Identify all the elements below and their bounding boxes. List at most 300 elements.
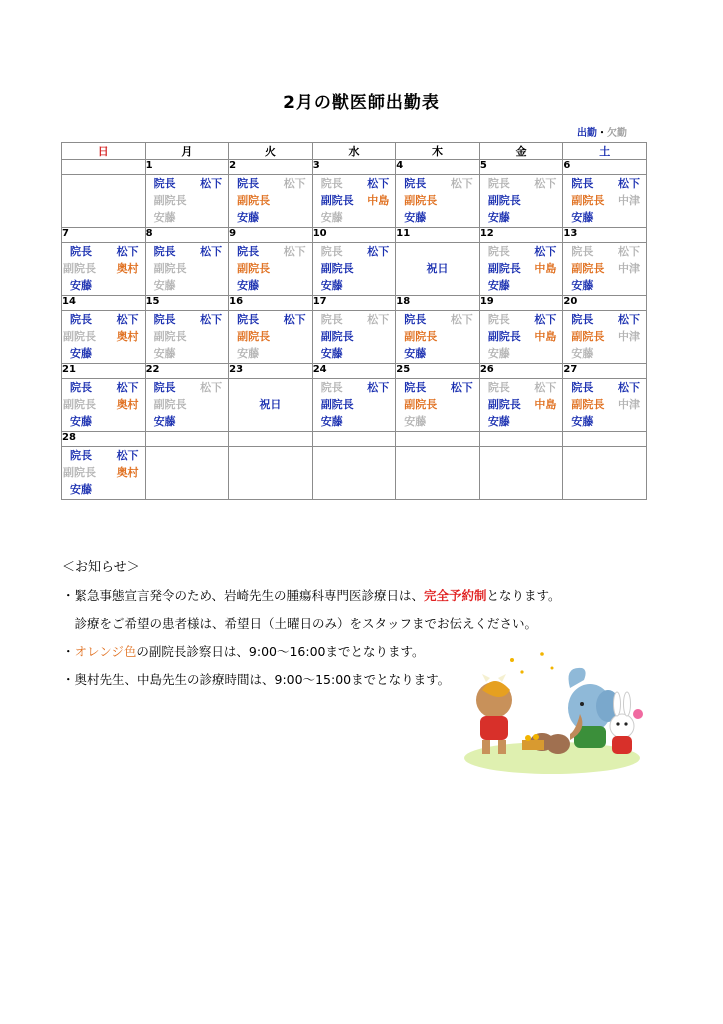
shift-row-1	[563, 175, 646, 192]
day-number: 25	[396, 364, 480, 379]
weekday-header-row	[62, 143, 647, 160]
date-number-row	[62, 160, 647, 175]
doctor-name: 松下	[534, 381, 557, 394]
vice-director-role: 副院長	[571, 194, 605, 207]
shift-row-3	[563, 413, 646, 430]
day-number	[62, 160, 146, 175]
day-number	[396, 432, 480, 447]
shift-row-3	[313, 277, 396, 294]
page-title: 2月の獣医師出勤表	[283, 93, 440, 113]
weekday-fri: 金	[479, 143, 563, 160]
director-role: 院長	[571, 177, 594, 190]
day-cell	[62, 311, 146, 364]
doctor-name: 松下	[534, 177, 557, 190]
director-role: 院長	[404, 313, 427, 326]
date-content-row	[62, 311, 647, 364]
doctor-name: 安藤	[571, 279, 594, 292]
shift-row-3	[563, 209, 646, 226]
doctor-name: 松下	[367, 245, 390, 258]
date-number-row	[62, 364, 647, 379]
attendance-legend	[577, 124, 627, 139]
shift-row-3	[62, 413, 145, 430]
doctor-name: 安藤	[487, 415, 510, 428]
shift-row-3	[146, 209, 229, 226]
day-cell	[479, 311, 563, 364]
shift-row-1	[480, 379, 563, 396]
shift-row-1	[229, 311, 312, 328]
director-role: 院長	[70, 245, 92, 258]
doctor-name: 松下	[116, 245, 139, 258]
doctor-name: 松下	[116, 381, 139, 394]
day-cell	[145, 379, 229, 432]
vice-director-role: 副院長	[153, 398, 187, 411]
director-role: 院長	[404, 177, 427, 190]
notice-line-1-text: ・緊急事態宣言発令のため、岩崎先生の腫瘍科専門医診療日は、	[62, 588, 425, 603]
day-number: 4	[396, 160, 480, 175]
reservation-only-text: 完全予約制	[424, 588, 487, 603]
day-number: 26	[479, 364, 563, 379]
weekday-thu: 木	[396, 143, 480, 160]
doctor-name: 安藤	[237, 211, 260, 224]
director-role: 院長	[153, 245, 176, 258]
director-role: 院長	[404, 381, 427, 394]
vice-director-role: 副院長	[571, 398, 605, 411]
doctor-name: 中島	[367, 194, 390, 207]
doctor-name: 安藤	[70, 279, 92, 292]
doctor-name: 安藤	[404, 415, 427, 428]
director-role: 院長	[153, 177, 176, 190]
doctor-name: 松下	[200, 245, 223, 258]
shift-row-3	[396, 413, 479, 430]
doctor-name: 安藤	[70, 415, 92, 428]
day-number: 5	[479, 160, 563, 175]
director-role: 院長	[237, 313, 260, 326]
shift-row-3	[229, 277, 312, 294]
date-number-row	[62, 228, 647, 243]
animals-illustration	[462, 648, 652, 778]
day-cell	[229, 379, 313, 432]
day-cell	[62, 243, 146, 296]
day-number: 16	[229, 296, 313, 311]
weekday-wed: 水	[312, 143, 396, 160]
day-number: 10	[312, 228, 396, 243]
vice-director-role: 副院長	[320, 398, 354, 411]
day-cell	[563, 311, 647, 364]
shift-row-3	[480, 209, 563, 226]
director-role: 院長	[487, 313, 510, 326]
shift-row-1	[480, 243, 563, 260]
vice-director-role: 副院長	[63, 398, 96, 411]
day-number: 8	[145, 228, 229, 243]
vice-director-role: 副院長	[63, 262, 96, 275]
doctor-name: 安藤	[237, 347, 260, 360]
shift-row-3	[313, 345, 396, 362]
day-cell	[229, 311, 313, 364]
day-cell	[229, 243, 313, 296]
shift-row-1	[313, 379, 396, 396]
vice-director-role: 副院長	[320, 262, 354, 275]
day-number: 6	[563, 160, 647, 175]
vice-director-role: 副院長	[487, 330, 521, 343]
shift-row-1	[313, 175, 396, 192]
shift-row-2	[229, 260, 312, 277]
director-role: 院長	[571, 381, 594, 394]
vice-director-role: 副院長	[320, 194, 354, 207]
doctor-name: 安藤	[571, 211, 594, 224]
doctor-name: 安藤	[70, 483, 92, 496]
day-number: 17	[312, 296, 396, 311]
day-cell	[396, 447, 480, 500]
shift-row-2	[563, 192, 646, 209]
shift-row-3	[396, 209, 479, 226]
shift-row-2	[563, 260, 646, 277]
vice-director-role: 副院長	[487, 262, 521, 275]
weekday-tue: 火	[229, 143, 313, 160]
doctor-name: 松下	[283, 245, 306, 258]
doctor-name: 中島	[534, 262, 557, 275]
shift-row-3	[313, 209, 396, 226]
vice-director-role: 副院長	[153, 330, 187, 343]
director-role: 院長	[237, 245, 260, 258]
vice-director-role: 副院長	[237, 194, 271, 207]
shift-row-2	[146, 396, 229, 413]
day-cell	[479, 243, 563, 296]
doctor-name: 松下	[618, 381, 640, 394]
doctor-name: 松下	[450, 177, 473, 190]
doctor-name: 松下	[367, 177, 390, 190]
director-role: 院長	[153, 381, 176, 394]
day-number: 2	[229, 160, 313, 175]
doctor-name: 中津	[618, 398, 640, 411]
doctor-name: 松下	[116, 449, 139, 462]
orange-color-text: オレンジ色	[74, 644, 137, 659]
day-cell	[396, 243, 480, 296]
shift-row-3	[62, 481, 145, 498]
day-number	[563, 432, 647, 447]
day-cell	[563, 243, 647, 296]
vice-director-role: 副院長	[487, 398, 521, 411]
shift-row-2	[146, 328, 229, 345]
day-cell	[563, 175, 647, 228]
doctor-name: 安藤	[320, 347, 343, 360]
day-cell	[312, 243, 396, 296]
doctor-name: 中津	[618, 330, 640, 343]
shift-row-2	[480, 396, 563, 413]
doctor-name: 奥村	[116, 466, 139, 479]
shift-row-1	[313, 311, 396, 328]
day-cell	[396, 379, 480, 432]
doctor-name: 安藤	[487, 211, 510, 224]
day-cell	[479, 175, 563, 228]
director-role: 院長	[320, 177, 343, 190]
doctor-name: 安藤	[153, 211, 176, 224]
shift-row-3	[146, 277, 229, 294]
shift-row-1	[396, 379, 479, 396]
shift-row-2	[313, 192, 396, 209]
weekday-sat: 土	[563, 143, 647, 160]
director-role: 院長	[70, 381, 92, 394]
shift-row-1	[396, 311, 479, 328]
shift-row-1	[563, 243, 646, 260]
shift-row-2	[313, 396, 396, 413]
shift-row-2	[62, 260, 145, 277]
doctor-name: 奥村	[116, 330, 139, 343]
vice-director-role: 副院長	[153, 194, 187, 207]
day-cell	[312, 379, 396, 432]
notice-header: ＜お知らせ＞	[62, 560, 140, 575]
doctor-name: 松下	[200, 313, 223, 326]
shift-row-3	[146, 413, 229, 430]
date-content-row	[62, 243, 647, 296]
date-content-row	[62, 175, 647, 228]
doctor-name: 松下	[200, 381, 223, 394]
shift-row-1	[480, 175, 563, 192]
day-number: 15	[145, 296, 229, 311]
shift-row-2	[313, 328, 396, 345]
vice-director-role: 副院長	[404, 398, 438, 411]
doctor-name: 松下	[450, 313, 473, 326]
weekday-mon: 月	[145, 143, 229, 160]
legend-on: 出勤	[577, 128, 597, 139]
notice-line-2: 診療をご希望の患者様は、希望日（土曜日のみ）をスタッフまでお伝えください。	[62, 616, 538, 631]
shift-row-1	[62, 447, 145, 464]
notice-line-1	[62, 582, 682, 610]
day-number: 3	[312, 160, 396, 175]
shift-row-2	[480, 260, 563, 277]
shift-row-3	[229, 209, 312, 226]
notice-line-3-text: の副院長診察日は、9:00～16:00までとなります。	[136, 644, 425, 659]
day-number	[229, 432, 313, 447]
doctor-name: 松下	[618, 313, 640, 326]
doctor-name: 安藤	[320, 415, 343, 428]
day-cell	[62, 175, 146, 228]
doctor-name: 安藤	[571, 347, 594, 360]
vice-director-role: 副院長	[404, 330, 438, 343]
doctor-name: 安藤	[153, 415, 176, 428]
vice-director-role: 副院長	[487, 194, 521, 207]
shift-row-1	[229, 243, 312, 260]
doctor-name: 安藤	[571, 415, 594, 428]
day-cell	[563, 447, 647, 500]
doctor-name: 安藤	[404, 211, 427, 224]
day-number	[145, 432, 229, 447]
legend-sep: ・	[597, 128, 607, 139]
shift-row-1	[229, 175, 312, 192]
doctor-name: 安藤	[487, 347, 510, 360]
day-cell	[479, 379, 563, 432]
director-role: 院長	[237, 177, 260, 190]
doctor-name: 中津	[618, 194, 640, 207]
doctor-name: 松下	[367, 381, 390, 394]
day-cell	[145, 447, 229, 500]
day-cell	[479, 447, 563, 500]
doctor-name: 中津	[618, 262, 640, 275]
day-number: 20	[563, 296, 647, 311]
shift-row-1	[62, 243, 145, 260]
director-role: 院長	[153, 313, 176, 326]
day-number: 9	[229, 228, 313, 243]
shift-row-2	[62, 464, 145, 481]
notice-line-3-bullet: ・	[62, 644, 75, 659]
shift-row-3	[229, 345, 312, 362]
shift-row-2	[146, 260, 229, 277]
director-role: 院長	[487, 381, 510, 394]
shift-row-1	[146, 243, 229, 260]
director-role: 院長	[70, 313, 92, 326]
legend-off: 欠勤	[607, 128, 627, 139]
shift-row-2	[480, 328, 563, 345]
vice-director-role: 副院長	[63, 330, 96, 343]
day-number: 18	[396, 296, 480, 311]
shift-row-2	[396, 396, 479, 413]
shift-row-2	[396, 328, 479, 345]
shift-row-1	[62, 311, 145, 328]
director-role: 院長	[487, 177, 510, 190]
doctor-name: 松下	[534, 245, 557, 258]
day-cell	[62, 447, 146, 500]
shift-row-1	[563, 311, 646, 328]
doctor-name: 中島	[534, 330, 557, 343]
shift-row-2	[229, 192, 312, 209]
doctor-name: 安藤	[237, 279, 260, 292]
shift-row-2	[229, 328, 312, 345]
director-role: 院長	[320, 245, 343, 258]
shift-row-3	[313, 413, 396, 430]
doctor-name: 松下	[283, 313, 306, 326]
doctor-name: 安藤	[153, 347, 176, 360]
day-cell	[312, 175, 396, 228]
shift-row-3	[62, 345, 145, 362]
shift-row-2	[62, 328, 145, 345]
doctor-name: 安藤	[70, 347, 92, 360]
director-role: 院長	[571, 245, 594, 258]
vice-director-role: 副院長	[63, 466, 96, 479]
day-cell	[229, 175, 313, 228]
doctor-name: 松下	[534, 313, 557, 326]
shift-row-3	[563, 277, 646, 294]
day-cell	[229, 447, 313, 500]
shift-row-2	[563, 396, 646, 413]
date-number-row	[62, 432, 647, 447]
shift-row-1	[396, 175, 479, 192]
shift-row-2	[480, 192, 563, 209]
shift-row-1	[313, 243, 396, 260]
notice-line-1-end: となります。	[486, 588, 561, 603]
day-number: 24	[312, 364, 396, 379]
day-cell	[145, 311, 229, 364]
director-role: 院長	[70, 449, 92, 462]
day-number	[479, 432, 563, 447]
shift-row-1	[146, 379, 229, 396]
shift-row-1	[563, 379, 646, 396]
vice-director-role: 副院長	[237, 262, 271, 275]
shift-row-2	[313, 260, 396, 277]
day-cell	[312, 447, 396, 500]
day-number: 23	[229, 364, 313, 379]
day-cell	[396, 311, 480, 364]
attendance-calendar	[61, 142, 647, 500]
vice-director-role: 副院長	[404, 194, 438, 207]
shift-row-2	[62, 396, 145, 413]
doctor-name: 中島	[534, 398, 557, 411]
vice-director-role: 副院長	[320, 330, 354, 343]
doctor-name: 安藤	[320, 211, 343, 224]
doctor-name: 奥村	[116, 398, 139, 411]
doctor-name: 松下	[450, 381, 473, 394]
notice-line-4: ・奥村先生、中島先生の診療時間は、9:00～15:00までとなります。	[62, 672, 451, 687]
day-number: 22	[145, 364, 229, 379]
day-cell	[145, 243, 229, 296]
day-number: 14	[62, 296, 146, 311]
day-number: 7	[62, 228, 146, 243]
director-role: 院長	[320, 381, 343, 394]
day-number: 12	[479, 228, 563, 243]
vice-director-role: 副院長	[237, 330, 271, 343]
date-content-row	[62, 379, 647, 432]
day-cell	[145, 175, 229, 228]
shift-row-1	[146, 175, 229, 192]
day-cell	[62, 379, 146, 432]
shift-row-3	[62, 277, 145, 294]
date-content-row	[62, 447, 647, 500]
shift-row-1	[146, 311, 229, 328]
doctor-name: 安藤	[153, 279, 176, 292]
shift-row-3	[563, 345, 646, 362]
doctor-name: 松下	[367, 313, 390, 326]
shift-row-1	[62, 379, 145, 396]
day-number: 11	[396, 228, 480, 243]
day-number: 27	[563, 364, 647, 379]
shift-row-2	[146, 192, 229, 209]
doctor-name: 安藤	[404, 347, 427, 360]
doctor-name: 奥村	[116, 262, 139, 275]
day-cell	[312, 311, 396, 364]
shift-row-3	[396, 345, 479, 362]
vice-director-role: 副院長	[153, 262, 187, 275]
director-role: 院長	[571, 313, 594, 326]
doctor-name: 安藤	[487, 279, 510, 292]
day-number: 21	[62, 364, 146, 379]
date-number-row	[62, 296, 647, 311]
weekday-sun: 日	[62, 143, 146, 160]
shift-row-3	[480, 345, 563, 362]
day-number	[312, 432, 396, 447]
day-cell	[396, 175, 480, 228]
doctor-name: 松下	[200, 177, 223, 190]
holiday-label: 祝日	[426, 262, 449, 275]
vice-director-role: 副院長	[571, 262, 605, 275]
day-cell	[563, 379, 647, 432]
shift-row-3	[480, 277, 563, 294]
day-number: 1	[145, 160, 229, 175]
shift-row-1	[480, 311, 563, 328]
day-number: 13	[563, 228, 647, 243]
vice-director-role: 副院長	[571, 330, 605, 343]
day-number: 28	[62, 432, 146, 447]
doctor-name: 松下	[618, 245, 640, 258]
director-role: 院長	[320, 313, 343, 326]
doctor-name: 松下	[116, 313, 139, 326]
director-role: 院長	[487, 245, 510, 258]
shift-row-2	[396, 192, 479, 209]
day-number: 19	[479, 296, 563, 311]
doctor-name: 松下	[618, 177, 640, 190]
shift-row-3	[480, 413, 563, 430]
shift-row-2	[563, 328, 646, 345]
doctor-name: 安藤	[320, 279, 343, 292]
shift-row-3	[146, 345, 229, 362]
doctor-name: 松下	[283, 177, 306, 190]
